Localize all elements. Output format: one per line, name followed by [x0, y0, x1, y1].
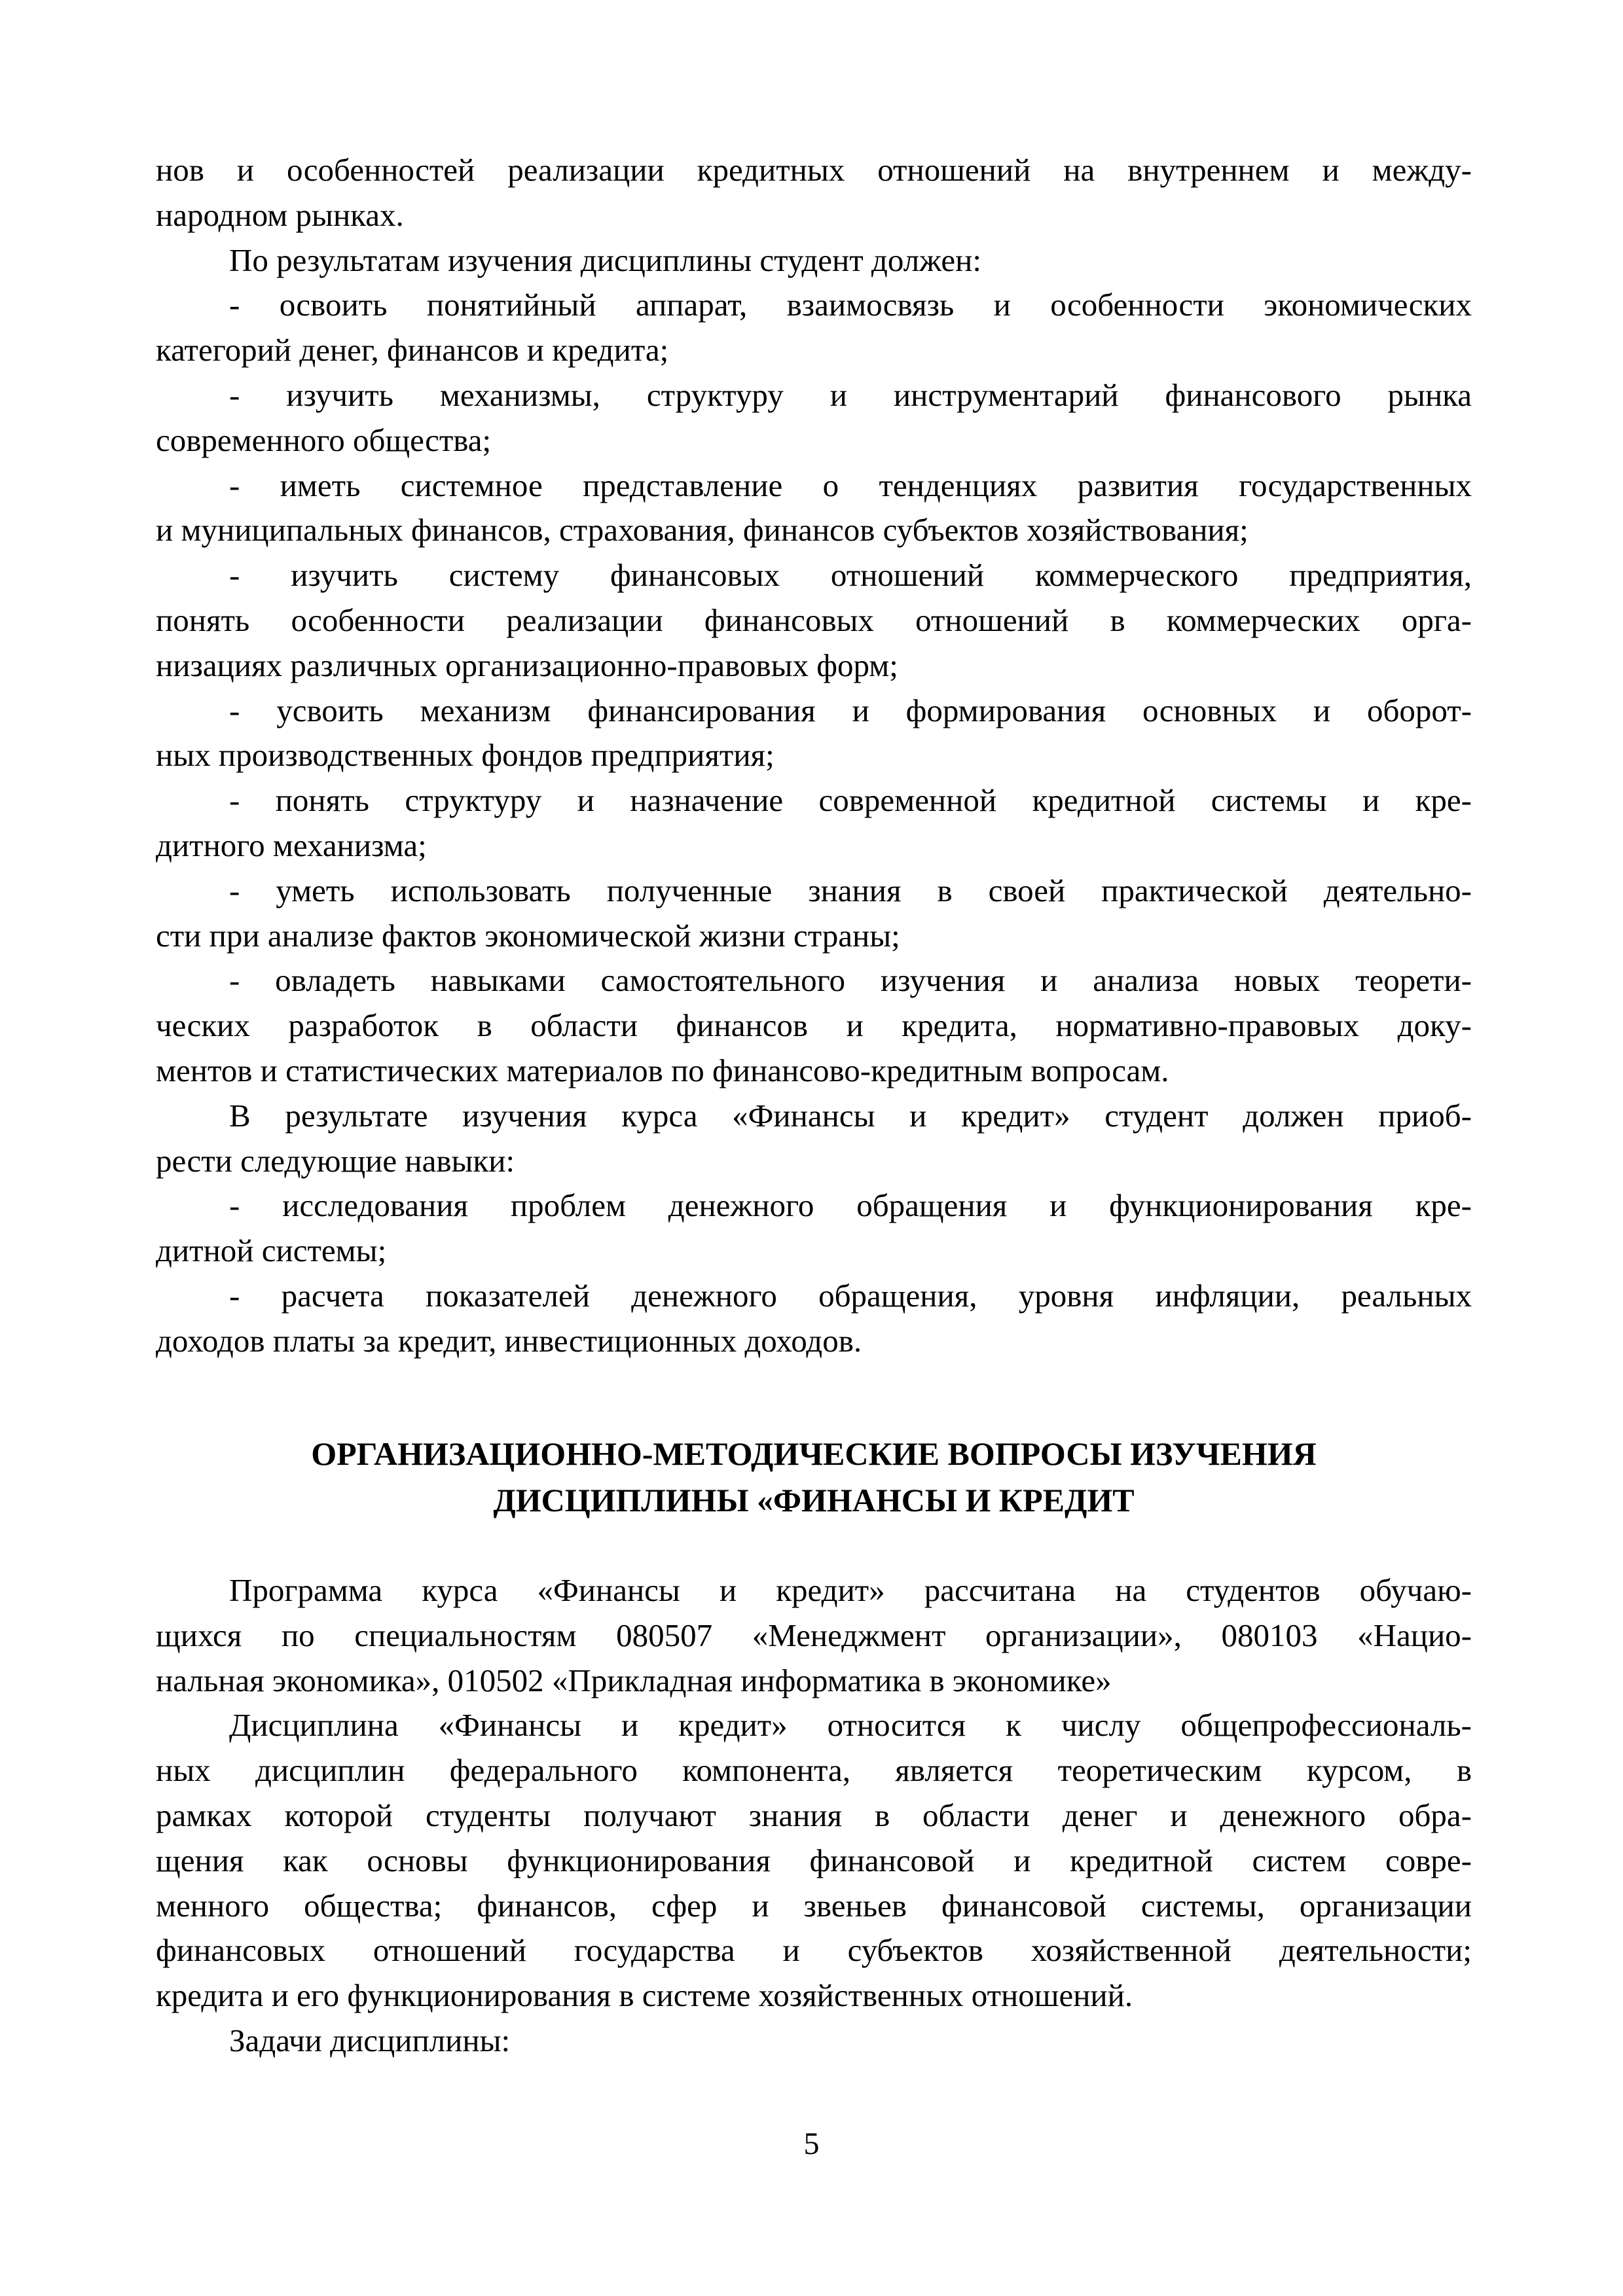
- text-line: ческих разработок в области финансов и кредита, нормативно-правовых доку-: [156, 1007, 1472, 1044]
- text-line: финансовых отношений государства и субъектов хозяйственной деятельности;: [156, 1932, 1472, 1969]
- text-line: - исследования проблем денежного обращения и функционирования кре-: [229, 1187, 1472, 1224]
- text-line: - расчета показателей денежного обращения, уровня инфляции, реальных: [229, 1277, 1472, 1314]
- text-line: ных производственных фондов предприятия;: [156, 737, 775, 774]
- text-line: рамках которой студенты получают знания в области денег и денежного обра-: [156, 1797, 1472, 1833]
- text-line: ментов и статистических материалов по финансово-кредитным вопросам.: [156, 1052, 1169, 1088]
- page-number: 5: [803, 2126, 820, 2161]
- text-line: понять особенности реализации финансовых отношений в коммерческих орга-: [156, 601, 1472, 638]
- text-line: нов и особенностей реализации кредитных отношений на внутреннем и между-: [156, 152, 1472, 188]
- text-line: и муниципальных финансов, страхования, финансов субъектов хозяйствования;: [156, 512, 1249, 548]
- text-line: менного общества; финансов, сфер и звеньев финансовой системы, организации: [156, 1887, 1472, 1924]
- text-line: кредита и его функционирования в системе хозяйственных отношений.: [156, 1977, 1133, 2014]
- text-line: нальная экономика», 010502 «Прикладная информатика в экономике»: [156, 1662, 1112, 1698]
- text-line: - изучить механизмы, структуру и инструментарий финансового рынка: [229, 376, 1472, 413]
- text-line: Задачи дисциплины:: [229, 2022, 511, 2058]
- text-line: щения как основы функционирования финансовой и кредитной систем совре-: [156, 1842, 1472, 1878]
- text-line: - изучить систему финансовых отношений коммерческого предприятия,: [229, 557, 1472, 594]
- text-line: - овладеть навыками самостоятельного изучения и анализа новых теорети-: [229, 962, 1472, 999]
- text-line: низациях различных организационно-правовых форм;: [156, 647, 898, 683]
- text-line: - понять структуру и назначение современной кредитной системы и кре-: [229, 782, 1472, 819]
- text-line: категорий денег, финансов и кредита;: [156, 332, 669, 368]
- text-line: Дисциплина «Финансы и кредит» относится к числу общепрофессиональ-: [229, 1707, 1472, 1744]
- section-heading: [156, 1431, 1472, 1524]
- text-line: ных дисциплин федерального компонента, является теоретическим курсом, в: [156, 1752, 1472, 1789]
- text-line: народном рынках.: [156, 196, 404, 233]
- text-line: доходов платы за кредит, инвестиционных доходов.: [156, 1322, 862, 1359]
- text-line: рести следующие навыки:: [156, 1142, 515, 1179]
- heading-line-1: ОРГАНИЗАЦИОННО-МЕТОДИЧЕСКИЕ ВОПРОСЫ ИЗУЧЕНИЯ: [311, 1435, 1317, 1472]
- text-line: дитной системы;: [156, 1232, 387, 1269]
- text-line: дитного механизма;: [156, 827, 427, 863]
- text-line: щихся по специальностям 080507 «Менеджмент организации», 080103 «Нацио-: [156, 1617, 1472, 1653]
- text-line: - усвоить механизм финансирования и формирования основных и оборот-: [229, 692, 1472, 728]
- text-line: - освоить понятийный аппарат, взаимосвязь и особенности экономических: [229, 287, 1472, 323]
- text-line: Программа курса «Финансы и кредит» рассчитана на студентов обучаю-: [229, 1572, 1472, 1608]
- text-line: современного общества;: [156, 422, 492, 458]
- text-line: - уметь использовать полученные знания в своей практической деятельно-: [229, 872, 1472, 908]
- body-text-block-2: [156, 1568, 1472, 2064]
- text-line: По результатам изучения дисциплины студент должен:: [229, 242, 981, 278]
- body-text-block-1: [156, 148, 1472, 1364]
- text-line: В результате изучения курса «Финансы и кредит» студент должен приоб-: [229, 1097, 1472, 1134]
- text-line: сти при анализе фактов экономической жизни страны;: [156, 917, 900, 954]
- text-line: - иметь системное представление о тенденциях развития государственных: [229, 467, 1472, 503]
- heading-line-2: ДИСЦИПЛИНЫ «ФИНАНСЫ И КРЕДИТ: [493, 1482, 1135, 1518]
